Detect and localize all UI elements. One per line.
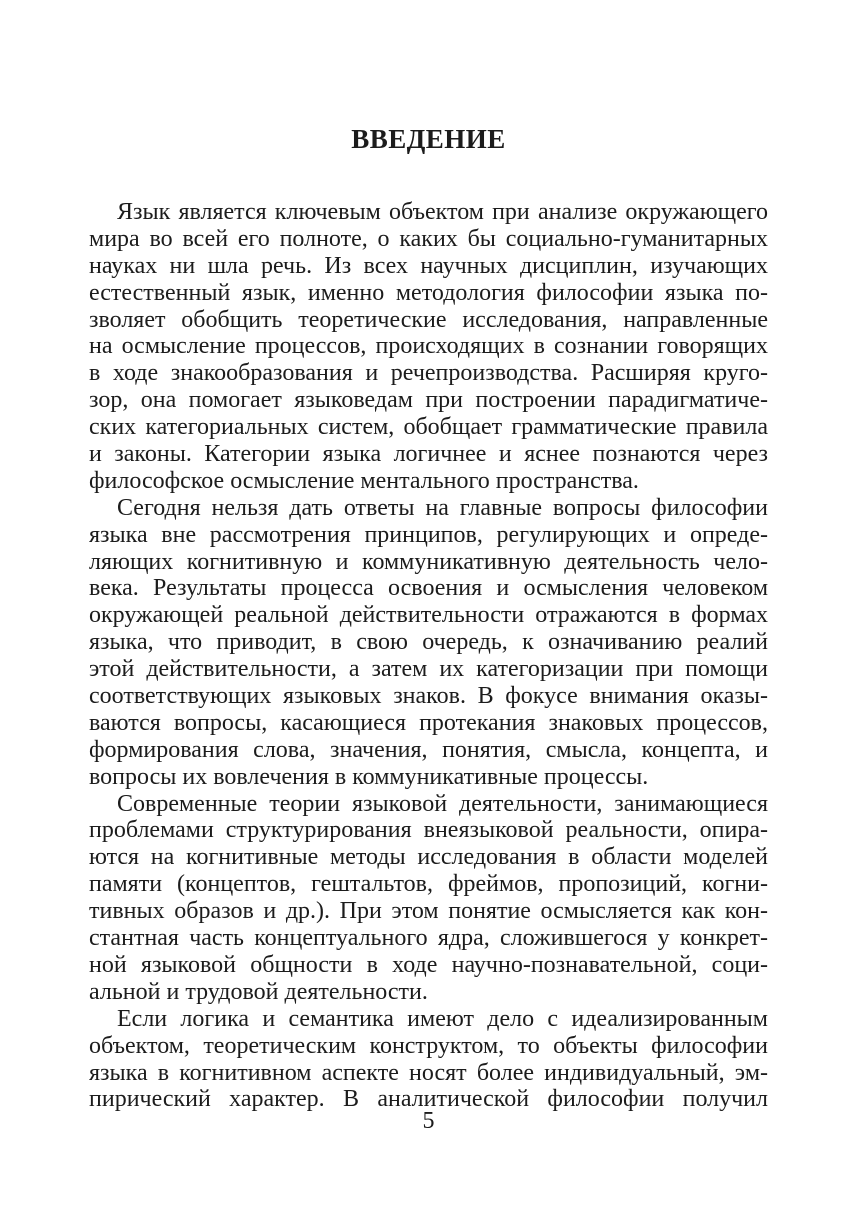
text-line: тивных образов и др.). При этом понятие осмысляется как кон- xyxy=(89,898,768,925)
text-line: языка вне рассмотрения принципов, регулирующих и опреде- xyxy=(89,521,768,548)
text-line: ной языковой общности в ходе научно-познавательной, соци- xyxy=(89,951,768,978)
text-line: ляющих когнитивную и коммуникативную деятельность чело- xyxy=(89,548,768,575)
body-text xyxy=(89,199,768,1113)
text-line: окружающей реальной действительности отражаются в формах xyxy=(89,602,768,629)
text-line: памяти (концептов, гештальтов, фреймов, пропозиций, когни- xyxy=(89,871,768,898)
text-line: альной и трудовой деятельности. xyxy=(89,978,428,1005)
text-line: языка, что приводит, в свою очередь, к означиванию реалий xyxy=(89,629,768,656)
text-line: формирования слова, значения, понятия, смысла, концепта, и xyxy=(89,736,768,763)
text-line: ваются вопросы, касающиеся протекания знаковых процессов, xyxy=(89,709,768,736)
page-number: 5 xyxy=(422,1108,435,1134)
text-line: ются на когнитивные методы исследования в области моделей xyxy=(89,844,768,871)
text-line: мира во всей его полноте, о каких бы социально-гуманитарных xyxy=(89,225,768,252)
text-line: этой действительности, а затем их категоризации при помощи xyxy=(89,656,768,683)
text-line: языка в когнитивном аспекте носят более индивидуальный, эм- xyxy=(89,1059,768,1086)
text-line: естественный язык, именно методология философии языка по- xyxy=(89,279,768,306)
text-line: ских категориальных систем, обобщает грамматические правила xyxy=(89,414,768,441)
text-line: зволяет обобщить теоретические исследования, направленные xyxy=(89,306,768,333)
text-line: пирический характер. В аналитической философии получил xyxy=(89,1086,768,1113)
text-line: Сегодня нельзя дать ответы на главные вопросы философии xyxy=(117,494,768,521)
text-line: в ходе знакообразования и речепроизводства. Расширяя круго- xyxy=(89,360,768,387)
text-line: зор, она помогает языковедам при построении парадигматиче- xyxy=(89,387,768,414)
text-line: соответствующих языковых знаков. В фокусе внимания оказы- xyxy=(89,683,768,710)
text-line: Современные теории языковой деятельности, занимающиеся xyxy=(117,790,768,817)
text-line: Если логика и семантика имеют дело с идеализированным xyxy=(117,1005,768,1032)
text-line: объектом, теоретическим конструктом, то объекты философии xyxy=(89,1032,768,1059)
chapter-title: ВВЕДЕНИЕ xyxy=(351,124,506,154)
text-line: на осмысление процессов, происходящих в сознании говорящих xyxy=(89,333,768,360)
text-line: века. Результаты процесса освоения и осмысления человеком xyxy=(89,575,768,602)
text-line: науках ни шла речь. Из всех научных дисциплин, изучающих xyxy=(89,252,768,279)
text-line: и законы. Категории языка логичнее и яснее познаются через xyxy=(89,441,768,468)
text-line: философское осмысление ментального пространства. xyxy=(89,467,639,494)
text-line: стантная часть концептуального ядра, сложившегося у конкрет- xyxy=(89,925,768,952)
text-line: Язык является ключевым объектом при анализе окружающего xyxy=(117,199,768,225)
text-line: проблемами структурирования внеязыковой реальности, опира- xyxy=(89,817,768,844)
text-line: вопросы их вовлечения в коммуникативные процессы. xyxy=(89,763,649,790)
